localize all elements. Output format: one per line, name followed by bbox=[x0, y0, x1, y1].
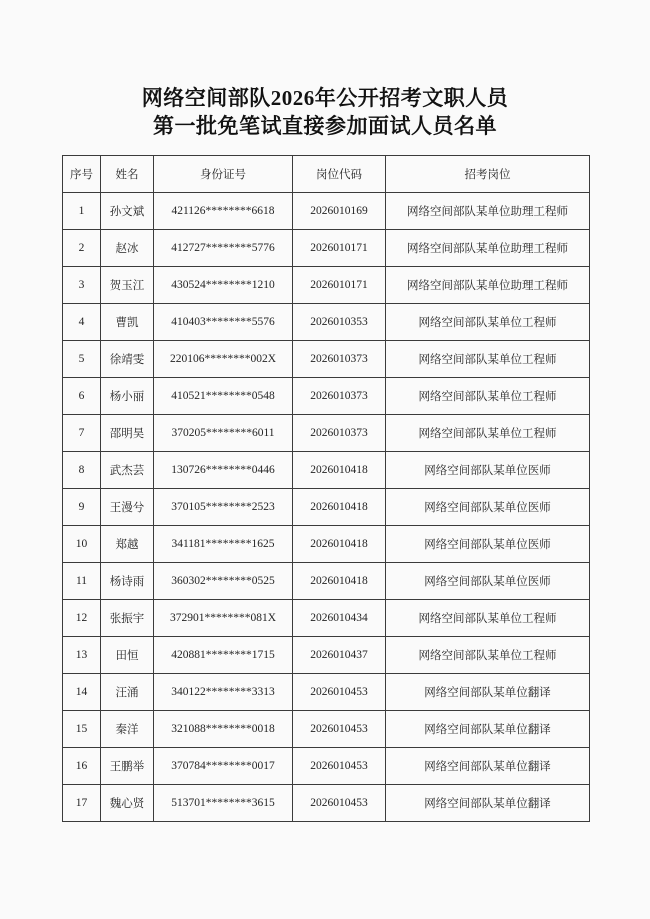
cell-name: 杨诗雨 bbox=[101, 563, 154, 600]
cell-id-number: 340122********3313 bbox=[154, 674, 293, 711]
cell-position-code: 2026010373 bbox=[293, 415, 386, 452]
cell-name: 张振宇 bbox=[101, 600, 154, 637]
column-header-position-code: 岗位代码 bbox=[293, 156, 386, 193]
table-row bbox=[63, 267, 590, 304]
table-row bbox=[63, 785, 590, 822]
table-row bbox=[63, 526, 590, 563]
cell-position-code: 2026010453 bbox=[293, 674, 386, 711]
cell-name: 杨小丽 bbox=[101, 378, 154, 415]
column-header-name: 姓名 bbox=[101, 156, 154, 193]
cell-name: 秦洋 bbox=[101, 711, 154, 748]
table-row bbox=[63, 415, 590, 452]
cell-seq: 10 bbox=[63, 526, 101, 563]
cell-position-title: 网络空间部队某单位助理工程师 bbox=[386, 267, 590, 304]
roster-table bbox=[62, 155, 590, 822]
table-row bbox=[63, 193, 590, 230]
column-header-seq: 序号 bbox=[63, 156, 101, 193]
table-body bbox=[63, 193, 590, 822]
cell-position-code: 2026010453 bbox=[293, 785, 386, 822]
cell-id-number: 370205********6011 bbox=[154, 415, 293, 452]
cell-position-title: 网络空间部队某单位助理工程师 bbox=[386, 230, 590, 267]
cell-position-title: 网络空间部队某单位翻译 bbox=[386, 785, 590, 822]
cell-id-number: 360302********0525 bbox=[154, 563, 293, 600]
cell-position-code: 2026010418 bbox=[293, 489, 386, 526]
cell-position-title: 网络空间部队某单位工程师 bbox=[386, 600, 590, 637]
cell-position-title: 网络空间部队某单位工程师 bbox=[386, 637, 590, 674]
cell-seq: 7 bbox=[63, 415, 101, 452]
cell-seq: 9 bbox=[63, 489, 101, 526]
cell-position-title: 网络空间部队某单位翻译 bbox=[386, 748, 590, 785]
cell-name: 曹凯 bbox=[101, 304, 154, 341]
cell-seq: 14 bbox=[63, 674, 101, 711]
cell-position-code: 2026010437 bbox=[293, 637, 386, 674]
cell-id-number: 220106********002X bbox=[154, 341, 293, 378]
cell-id-number: 410521********0548 bbox=[154, 378, 293, 415]
cell-name: 贺玉江 bbox=[101, 267, 154, 304]
cell-position-code: 2026010453 bbox=[293, 711, 386, 748]
cell-seq: 13 bbox=[63, 637, 101, 674]
table-row bbox=[63, 378, 590, 415]
cell-seq: 6 bbox=[63, 378, 101, 415]
column-header-id-number: 身份证号 bbox=[154, 156, 293, 193]
cell-name: 汪涌 bbox=[101, 674, 154, 711]
cell-id-number: 412727********5776 bbox=[154, 230, 293, 267]
cell-position-title: 网络空间部队某单位工程师 bbox=[386, 415, 590, 452]
cell-position-code: 2026010373 bbox=[293, 378, 386, 415]
cell-seq: 8 bbox=[63, 452, 101, 489]
cell-position-code: 2026010434 bbox=[293, 600, 386, 637]
cell-position-title: 网络空间部队某单位工程师 bbox=[386, 304, 590, 341]
cell-id-number: 130726********0446 bbox=[154, 452, 293, 489]
table-row bbox=[63, 230, 590, 267]
cell-position-code: 2026010171 bbox=[293, 267, 386, 304]
page-title-line2: 第一批免笔试直接参加面试人员名单 bbox=[153, 114, 497, 138]
cell-name: 孙文斌 bbox=[101, 193, 154, 230]
cell-name: 徐靖雯 bbox=[101, 341, 154, 378]
cell-position-title: 网络空间部队某单位翻译 bbox=[386, 711, 590, 748]
table-row bbox=[63, 711, 590, 748]
cell-seq: 15 bbox=[63, 711, 101, 748]
cell-position-code: 2026010453 bbox=[293, 748, 386, 785]
cell-seq: 1 bbox=[63, 193, 101, 230]
cell-name: 魏心贤 bbox=[101, 785, 154, 822]
table-row bbox=[63, 674, 590, 711]
cell-id-number: 420881********1715 bbox=[154, 637, 293, 674]
cell-id-number: 513701********3615 bbox=[154, 785, 293, 822]
cell-position-title: 网络空间部队某单位翻译 bbox=[386, 674, 590, 711]
cell-name: 武杰芸 bbox=[101, 452, 154, 489]
cell-seq: 3 bbox=[63, 267, 101, 304]
cell-name: 郑越 bbox=[101, 526, 154, 563]
table-header-row bbox=[63, 156, 590, 193]
cell-name: 邵明昊 bbox=[101, 415, 154, 452]
cell-id-number: 421126********6618 bbox=[154, 193, 293, 230]
cell-position-code: 2026010418 bbox=[293, 452, 386, 489]
table-row bbox=[63, 341, 590, 378]
cell-name: 王鹏举 bbox=[101, 748, 154, 785]
cell-position-title: 网络空间部队某单位医师 bbox=[386, 489, 590, 526]
column-header-position-title: 招考岗位 bbox=[386, 156, 590, 193]
cell-seq: 12 bbox=[63, 600, 101, 637]
cell-position-title: 网络空间部队某单位医师 bbox=[386, 452, 590, 489]
table-row bbox=[63, 452, 590, 489]
cell-id-number: 430524********1210 bbox=[154, 267, 293, 304]
cell-id-number: 372901********081X bbox=[154, 600, 293, 637]
cell-id-number: 321088********0018 bbox=[154, 711, 293, 748]
table-row bbox=[63, 748, 590, 785]
cell-seq: 2 bbox=[63, 230, 101, 267]
cell-name: 田恒 bbox=[101, 637, 154, 674]
page-title-line1: 网络空间部队2026年公开招考文职人员 bbox=[141, 86, 509, 110]
cell-seq: 17 bbox=[63, 785, 101, 822]
cell-position-code: 2026010171 bbox=[293, 230, 386, 267]
cell-id-number: 410403********5576 bbox=[154, 304, 293, 341]
table-row bbox=[63, 637, 590, 674]
cell-position-code: 2026010418 bbox=[293, 526, 386, 563]
cell-id-number: 341181********1625 bbox=[154, 526, 293, 563]
cell-seq: 11 bbox=[63, 563, 101, 600]
cell-position-code: 2026010353 bbox=[293, 304, 386, 341]
cell-name: 王漫兮 bbox=[101, 489, 154, 526]
cell-position-title: 网络空间部队某单位医师 bbox=[386, 563, 590, 600]
cell-seq: 4 bbox=[63, 304, 101, 341]
cell-seq: 5 bbox=[63, 341, 101, 378]
cell-position-title: 网络空间部队某单位助理工程师 bbox=[386, 193, 590, 230]
cell-id-number: 370784********0017 bbox=[154, 748, 293, 785]
page-title bbox=[0, 84, 650, 140]
table-row bbox=[63, 600, 590, 637]
cell-id-number: 370105********2523 bbox=[154, 489, 293, 526]
cell-seq: 16 bbox=[63, 748, 101, 785]
cell-position-title: 网络空间部队某单位医师 bbox=[386, 526, 590, 563]
cell-position-code: 2026010373 bbox=[293, 341, 386, 378]
table-row bbox=[63, 563, 590, 600]
cell-name: 赵冰 bbox=[101, 230, 154, 267]
cell-position-title: 网络空间部队某单位工程师 bbox=[386, 341, 590, 378]
table-row bbox=[63, 489, 590, 526]
cell-position-title: 网络空间部队某单位工程师 bbox=[386, 378, 590, 415]
cell-position-code: 2026010169 bbox=[293, 193, 386, 230]
table-row bbox=[63, 304, 590, 341]
cell-position-code: 2026010418 bbox=[293, 563, 386, 600]
